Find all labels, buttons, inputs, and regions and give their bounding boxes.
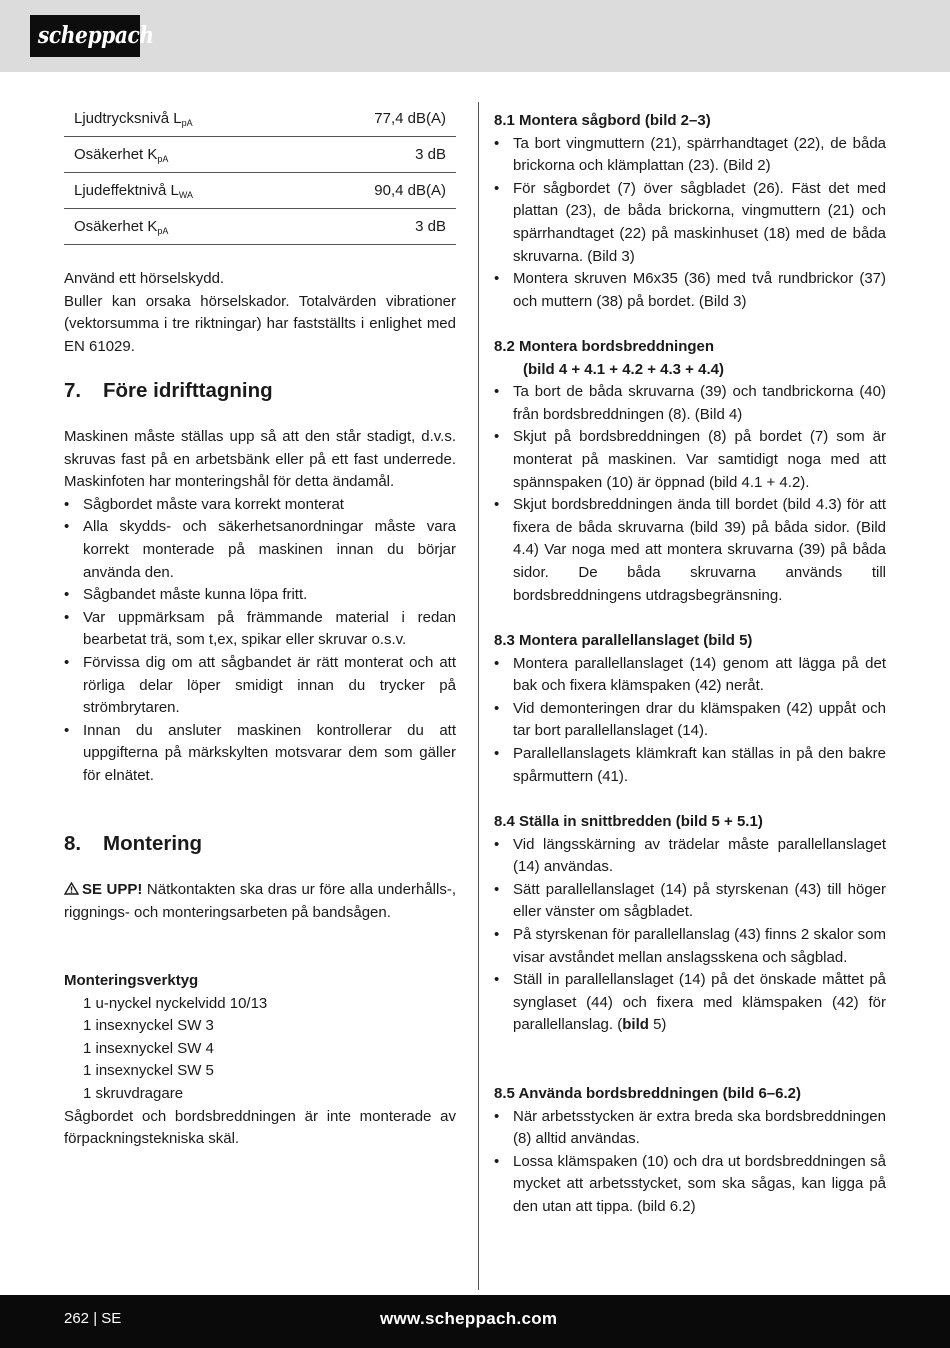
section-number: 7. — [64, 379, 82, 402]
section-8-warning — [64, 879, 456, 924]
list-item: 1 insexnyckel SW 5 — [83, 1062, 214, 1080]
spec-label: Osäkerhet $K_{pA}$ — [64, 137, 300, 173]
list-item: 1 insexnyckel SW 4 — [83, 1039, 214, 1057]
tools-block — [64, 970, 456, 1151]
column-divider — [478, 102, 479, 1290]
spec-row — [64, 137, 456, 173]
spec-value: 3 dB — [300, 209, 456, 245]
scheppach-logo — [30, 15, 154, 57]
list-item: • Ställ in parallellanslaget (14) på det önskade måttet på synglaset (44) och fixera med klämspaken (42) för parallellanslag. (bild 5) — [494, 969, 886, 1037]
section-title: Montering — [103, 832, 203, 855]
website-link[interactable]: www.scheppach.com — [380, 1309, 558, 1328]
spec-label: Ljudtrycksnivå $L_{pA}$ — [64, 101, 300, 137]
list-item: • Sågbordet måste vara korrekt monterat — [64, 494, 456, 517]
list-item: • Montera skruven M6x35 (36) med två rundbrickor (37) och muttern (38) på bordet. (Bild 3) — [494, 268, 886, 313]
tools-list — [64, 993, 456, 1106]
section-8-3-list — [494, 653, 886, 789]
section-8-1 — [494, 110, 886, 313]
spec-row — [64, 101, 456, 137]
section-8-2-list — [494, 381, 886, 607]
spec-row — [64, 173, 456, 209]
section-title: Före idrifttagning — [103, 379, 273, 402]
spec-row — [64, 209, 456, 245]
vibration-note: Buller kan orsaka hörselskador. Totalvärden vibrationer (vektorsumma i tre riktningar) har fastställts i enlighet med EN 61029. — [64, 292, 456, 355]
list-item: • Förvissa dig om att sågbandet är rätt monterat och att rörliga delar löper smidigt innan du trycker på strömbrytaren. — [64, 652, 456, 720]
warning-label: SE UPP! — [82, 881, 143, 898]
spec-value: 90,4 dB(A) — [300, 173, 456, 209]
section-8-4 — [494, 811, 886, 1037]
list-item: • På styrskenan för parallellanslag (43) finns 2 skalor som visar avståndet mellan anslagsskena och sågblad. — [494, 924, 886, 969]
section-8-5-list — [494, 1106, 886, 1219]
subsection-title: 8.5 Använda bordsbreddningen (bild 6–6.2) — [494, 1085, 801, 1102]
list-item: • Sågbandet måste kunna löpa fritt. — [64, 584, 456, 607]
list-item: • Montera parallellanslaget (14) genom att lägga på det bak och fixera klämspaken (42) neråt. — [494, 653, 886, 698]
noise-spec-table — [64, 101, 456, 245]
noise-notes — [64, 268, 456, 358]
list-item: • Var uppmärksam på främmande material i redan bearbetat trä, som t,ex, spikar eller skruvar o.s.v. — [64, 607, 456, 652]
page-number: 262 | SE — [64, 1310, 122, 1327]
logo-text: scheppach — [37, 22, 154, 49]
subsection-title: 8.3 Montera parallellanslaget (bild 5) — [494, 632, 753, 649]
warning-text: Nätkontakten ska dras ur före alla underhålls-, riggnings- och monteringsarbeten på bandsågen. — [64, 881, 456, 921]
list-item: 1 u-nyckel nyckelvidd 10/13 — [83, 994, 268, 1012]
spec-value: 3 dB — [300, 137, 456, 173]
list-item: • Ta bort de båda skruvarna (39) och tandbrickorna (40) från bordsbreddningen (8). (Bild 4) — [494, 381, 886, 426]
list-item: • Skjut bordsbreddningen ända till bordet (bild 4.3) för att fixera de båda skruvarna (bild 39) på båda sidor. (Bild 4.4) Var noga med att montera skruvarna (39) på båda sidor. De båda skruvarna används till bordsbreddningens utdragsbegränsning. — [494, 494, 886, 607]
section-7-heading — [64, 378, 456, 404]
section-8-3 — [494, 630, 886, 788]
list-item: • När arbetsstycken är extra breda ska bordsbreddningen (8) alltid användas. — [494, 1106, 886, 1151]
subsection-title: 8.1 Montera sågbord (bild 2–3) — [494, 112, 711, 129]
spec-label: Osäkerhet $K_{pA}$ — [64, 209, 300, 245]
section-7-body — [64, 426, 456, 788]
subsection-title: 8.2 Montera bordsbreddningen — [494, 338, 715, 355]
list-item: • Sätt parallellanslaget (14) på styrskenan (43) till höger eller vänster om sågbladet. — [494, 879, 886, 924]
section-7-intro: Maskinen måste ställas upp så att den står stadigt, d.v.s. skruvas fast på en arbetsbänk eller på ett fast underrede. Maskinfoten har monteringshål för detta ändamål. — [64, 428, 456, 491]
list-item: • Lossa klämspaken (10) och dra ut bordsbreddningen så mycket att arbetsstycket, som ska sågas, kan ligga på den utan att tippa. (bild 6.2) — [494, 1151, 886, 1219]
footer-bar — [0, 1295, 950, 1348]
list-item: • Alla skydds- och säkerhetsanordningar måste vara korrekt monterade på maskinen innan du börjar använda den. — [64, 516, 456, 584]
section-8-heading — [64, 831, 456, 857]
subsection-subtitle: (bild 4 + 4.1 + 4.2 + 4.3 + 4.4) — [523, 360, 724, 378]
list-item: • Vid längsskärning av trädelar måste parallellanslaget (14) användas. — [494, 834, 886, 879]
warning-icon — [64, 882, 79, 895]
section-8-4-list — [494, 834, 886, 1037]
header-bar — [0, 0, 950, 72]
hearing-protection-note: Använd ett hörselskydd. — [64, 270, 225, 287]
spec-label: Ljudeffektnivå $L_{WA}$ — [64, 173, 300, 209]
section-number: 8. — [64, 832, 82, 855]
list-item: • Skjut på bordsbreddningen (8) på bordet (7) som är monterat på maskinen. Var samtidigt noga med att spännspaken (10) är öppnad (bild 4.1 + 4.2). — [494, 426, 886, 494]
list-item: • Ta bort vingmuttern (21), spärrhandtaget (22), de båda brickorna och klämplattan (23). (Bild 2) — [494, 133, 886, 178]
list-item: • Innan du ansluter maskinen kontrollerar du att uppgifterna på märkskylten motsvarar dem som gäller för elnätet. — [64, 720, 456, 788]
list-item: 1 skruvdragare — [83, 1084, 184, 1102]
list-item: • Vid demonteringen drar du klämspaken (42) uppåt och tar bort parallellanslaget (14). — [494, 698, 886, 743]
tools-closing-note: Sågbordet och bordsbreddningen är inte monterade av förpackningstekniska skäl. — [64, 1107, 456, 1148]
section-8-5 — [494, 1083, 886, 1219]
section-8-2 — [494, 336, 886, 607]
list-item: 1 insexnyckel SW 3 — [83, 1017, 214, 1035]
section-7-list — [64, 494, 456, 788]
tools-title: Monteringsverktyg — [64, 972, 199, 989]
list-item: • Parallellanslagets klämkraft kan ställas in på den bakre spårmuttern (41). — [494, 743, 886, 788]
section-8-1-list — [494, 133, 886, 314]
subsection-title: 8.4 Ställa in snittbredden (bild 5 + 5.1) — [494, 813, 763, 830]
spec-value: 77,4 dB(A) — [300, 101, 456, 137]
list-item: • För sågbordet (7) över sågbladet (26). Fäst det med plattan (23), de båda brickorna, vingmuttern (21) och spärrhandtaget (22) på maskinhuset (18) med de båda skruvarna. (Bild 3) — [494, 178, 886, 268]
